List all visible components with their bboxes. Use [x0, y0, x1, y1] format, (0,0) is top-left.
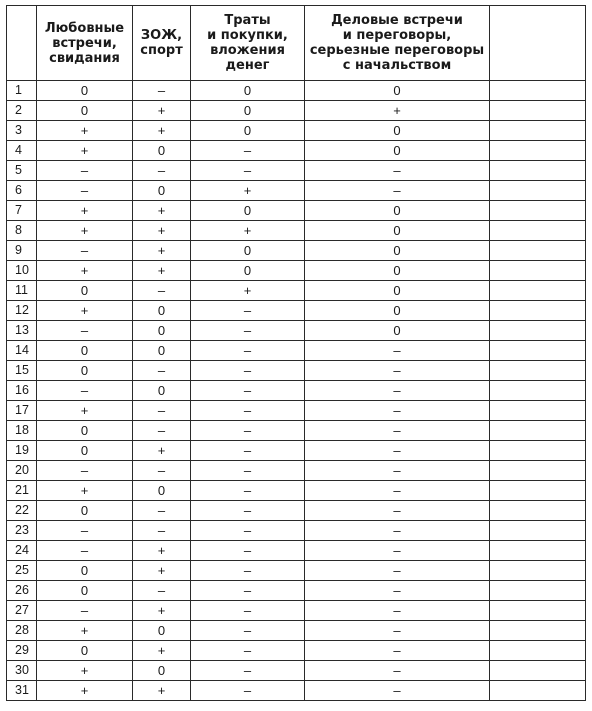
business-cell: 0: [305, 321, 490, 341]
love-cell: 0: [37, 361, 133, 381]
love-cell: +: [37, 481, 133, 501]
money-cell: 0: [191, 121, 305, 141]
money-cell: –: [191, 681, 305, 701]
table-row: [7, 321, 586, 341]
love-cell: –: [37, 381, 133, 401]
table-row: [7, 401, 586, 421]
day-number-cell: 23: [7, 521, 37, 541]
empty-cell: [490, 121, 586, 141]
zozh-cell: 0: [133, 341, 191, 361]
money-cell: –: [191, 141, 305, 161]
money-cell: +: [191, 221, 305, 241]
business-cell: –: [305, 161, 490, 181]
love-cell: +: [37, 141, 133, 161]
header-business: Деловые встречи и переговоры, серьезные переговоры с начальством: [305, 6, 490, 81]
table-row: [7, 601, 586, 621]
love-cell: –: [37, 461, 133, 481]
business-cell: –: [305, 621, 490, 641]
empty-cell: [490, 301, 586, 321]
business-cell: 0: [305, 201, 490, 221]
empty-cell: [490, 81, 586, 101]
zozh-cell: +: [133, 681, 191, 701]
love-cell: +: [37, 121, 133, 141]
empty-cell: [490, 281, 586, 301]
day-number-cell: 5: [7, 161, 37, 181]
empty-cell: [490, 421, 586, 441]
business-cell: 0: [305, 281, 490, 301]
money-cell: –: [191, 641, 305, 661]
business-cell: 0: [305, 301, 490, 321]
table-row: [7, 301, 586, 321]
day-number-cell: 24: [7, 541, 37, 561]
day-number-cell: 7: [7, 201, 37, 221]
empty-cell: [490, 181, 586, 201]
business-cell: 0: [305, 241, 490, 261]
money-cell: –: [191, 321, 305, 341]
money-cell: –: [191, 561, 305, 581]
empty-cell: [490, 641, 586, 661]
zozh-cell: +: [133, 261, 191, 281]
money-cell: 0: [191, 81, 305, 101]
love-cell: 0: [37, 101, 133, 121]
zozh-cell: +: [133, 241, 191, 261]
empty-cell: [490, 601, 586, 621]
table-row: [7, 541, 586, 561]
day-number-cell: 6: [7, 181, 37, 201]
zozh-cell: 0: [133, 381, 191, 401]
day-number-cell: 1: [7, 81, 37, 101]
empty-cell: [490, 361, 586, 381]
love-cell: –: [37, 601, 133, 621]
business-cell: –: [305, 381, 490, 401]
empty-cell: [490, 381, 586, 401]
empty-cell: [490, 261, 586, 281]
table-row: [7, 81, 586, 101]
zozh-cell: 0: [133, 181, 191, 201]
money-cell: –: [191, 501, 305, 521]
table-row: [7, 201, 586, 221]
table-row: [7, 521, 586, 541]
love-cell: 0: [37, 501, 133, 521]
table-row: [7, 441, 586, 461]
table-row: [7, 681, 586, 701]
day-number-cell: 15: [7, 361, 37, 381]
money-cell: –: [191, 521, 305, 541]
money-cell: –: [191, 581, 305, 601]
day-number-cell: 4: [7, 141, 37, 161]
money-cell: +: [191, 181, 305, 201]
zozh-cell: 0: [133, 301, 191, 321]
empty-cell: [490, 201, 586, 221]
zozh-cell: –: [133, 521, 191, 541]
zozh-cell: +: [133, 561, 191, 581]
day-number-cell: 21: [7, 481, 37, 501]
business-cell: 0: [305, 261, 490, 281]
empty-cell: [490, 341, 586, 361]
money-cell: –: [191, 621, 305, 641]
empty-cell: [490, 221, 586, 241]
zozh-cell: +: [133, 101, 191, 121]
table-row: [7, 481, 586, 501]
table-row: [7, 461, 586, 481]
empty-cell: [490, 321, 586, 341]
love-cell: –: [37, 181, 133, 201]
business-cell: –: [305, 481, 490, 501]
day-number-cell: 31: [7, 681, 37, 701]
header-empty: [490, 6, 586, 81]
business-cell: 0: [305, 221, 490, 241]
zozh-cell: +: [133, 601, 191, 621]
day-number-cell: 10: [7, 261, 37, 281]
money-cell: –: [191, 661, 305, 681]
table-row: [7, 581, 586, 601]
love-cell: 0: [37, 341, 133, 361]
table-row: [7, 621, 586, 641]
business-cell: –: [305, 341, 490, 361]
day-number-cell: 26: [7, 581, 37, 601]
zozh-cell: 0: [133, 481, 191, 501]
empty-cell: [490, 661, 586, 681]
zozh-cell: +: [133, 441, 191, 461]
table-row: [7, 181, 586, 201]
empty-cell: [490, 401, 586, 421]
money-cell: 0: [191, 261, 305, 281]
business-cell: –: [305, 361, 490, 381]
money-cell: –: [191, 301, 305, 321]
zozh-cell: 0: [133, 141, 191, 161]
table-row: [7, 501, 586, 521]
empty-cell: [490, 621, 586, 641]
zozh-cell: 0: [133, 321, 191, 341]
table-row: [7, 661, 586, 681]
zozh-cell: –: [133, 501, 191, 521]
love-cell: +: [37, 221, 133, 241]
money-cell: +: [191, 281, 305, 301]
day-number-cell: 8: [7, 221, 37, 241]
header-love: Любовные встречи, свидания: [37, 6, 133, 81]
business-cell: –: [305, 581, 490, 601]
zozh-cell: +: [133, 541, 191, 561]
money-cell: –: [191, 361, 305, 381]
money-cell: –: [191, 161, 305, 181]
love-cell: –: [37, 161, 133, 181]
business-cell: –: [305, 601, 490, 621]
day-number-cell: 19: [7, 441, 37, 461]
empty-cell: [490, 521, 586, 541]
zozh-cell: –: [133, 461, 191, 481]
love-cell: +: [37, 301, 133, 321]
love-cell: –: [37, 321, 133, 341]
business-cell: –: [305, 541, 490, 561]
table-row: [7, 641, 586, 661]
love-cell: 0: [37, 421, 133, 441]
business-cell: –: [305, 181, 490, 201]
day-number-cell: 18: [7, 421, 37, 441]
empty-cell: [490, 461, 586, 481]
love-cell: +: [37, 261, 133, 281]
zozh-cell: –: [133, 161, 191, 181]
business-cell: –: [305, 681, 490, 701]
zozh-cell: –: [133, 281, 191, 301]
love-cell: +: [37, 401, 133, 421]
day-number-cell: 11: [7, 281, 37, 301]
love-cell: 0: [37, 581, 133, 601]
business-cell: –: [305, 641, 490, 661]
day-number-cell: 28: [7, 621, 37, 641]
table-row: [7, 141, 586, 161]
zozh-cell: –: [133, 361, 191, 381]
header-money: Траты и покупки, вложения денег: [191, 6, 305, 81]
love-cell: –: [37, 541, 133, 561]
lunar-calendar-table-container: [6, 5, 586, 701]
love-cell: +: [37, 681, 133, 701]
lunar-calendar-table: [6, 5, 586, 701]
day-number-cell: 14: [7, 341, 37, 361]
day-number-cell: 27: [7, 601, 37, 621]
love-cell: +: [37, 621, 133, 641]
table-row: [7, 341, 586, 361]
day-number-cell: 25: [7, 561, 37, 581]
zozh-cell: 0: [133, 661, 191, 681]
money-cell: –: [191, 441, 305, 461]
empty-cell: [490, 161, 586, 181]
table-row: [7, 281, 586, 301]
business-cell: –: [305, 461, 490, 481]
day-number-cell: 29: [7, 641, 37, 661]
table-row: [7, 421, 586, 441]
business-cell: –: [305, 401, 490, 421]
love-cell: +: [37, 201, 133, 221]
business-cell: –: [305, 661, 490, 681]
zozh-cell: +: [133, 221, 191, 241]
money-cell: –: [191, 541, 305, 561]
money-cell: –: [191, 341, 305, 361]
empty-cell: [490, 101, 586, 121]
love-cell: +: [37, 661, 133, 681]
table-row: [7, 121, 586, 141]
empty-cell: [490, 541, 586, 561]
money-cell: –: [191, 601, 305, 621]
money-cell: –: [191, 481, 305, 501]
empty-cell: [490, 241, 586, 261]
empty-cell: [490, 581, 586, 601]
business-cell: –: [305, 501, 490, 521]
love-cell: 0: [37, 561, 133, 581]
day-number-cell: 13: [7, 321, 37, 341]
money-cell: –: [191, 421, 305, 441]
zozh-cell: +: [133, 201, 191, 221]
zozh-cell: +: [133, 641, 191, 661]
business-cell: 0: [305, 141, 490, 161]
zozh-cell: 0: [133, 621, 191, 641]
header-zozh: ЗОЖ, спорт: [133, 6, 191, 81]
empty-cell: [490, 681, 586, 701]
love-cell: –: [37, 521, 133, 541]
empty-cell: [490, 481, 586, 501]
business-cell: –: [305, 561, 490, 581]
day-number-cell: 16: [7, 381, 37, 401]
money-cell: –: [191, 381, 305, 401]
money-cell: 0: [191, 241, 305, 261]
money-cell: –: [191, 461, 305, 481]
table-row: [7, 161, 586, 181]
business-cell: –: [305, 521, 490, 541]
day-number-cell: 17: [7, 401, 37, 421]
love-cell: 0: [37, 81, 133, 101]
zozh-cell: –: [133, 81, 191, 101]
zozh-cell: –: [133, 401, 191, 421]
table-row: [7, 221, 586, 241]
zozh-cell: –: [133, 421, 191, 441]
table-header-row: [7, 6, 586, 81]
empty-cell: [490, 501, 586, 521]
zozh-cell: +: [133, 121, 191, 141]
business-cell: 0: [305, 121, 490, 141]
table-row: [7, 381, 586, 401]
love-cell: 0: [37, 441, 133, 461]
business-cell: –: [305, 421, 490, 441]
empty-cell: [490, 141, 586, 161]
header-day: [7, 6, 37, 81]
money-cell: –: [191, 401, 305, 421]
day-number-cell: 20: [7, 461, 37, 481]
day-number-cell: 22: [7, 501, 37, 521]
business-cell: –: [305, 441, 490, 461]
table-row: [7, 261, 586, 281]
day-number-cell: 2: [7, 101, 37, 121]
empty-cell: [490, 441, 586, 461]
table-row: [7, 241, 586, 261]
table-row: [7, 561, 586, 581]
day-number-cell: 30: [7, 661, 37, 681]
money-cell: 0: [191, 201, 305, 221]
business-cell: 0: [305, 81, 490, 101]
business-cell: +: [305, 101, 490, 121]
day-number-cell: 9: [7, 241, 37, 261]
table-row: [7, 101, 586, 121]
love-cell: 0: [37, 641, 133, 661]
day-number-cell: 3: [7, 121, 37, 141]
empty-cell: [490, 561, 586, 581]
love-cell: –: [37, 241, 133, 261]
love-cell: 0: [37, 281, 133, 301]
money-cell: 0: [191, 101, 305, 121]
zozh-cell: –: [133, 581, 191, 601]
table-row: [7, 361, 586, 381]
day-number-cell: 12: [7, 301, 37, 321]
